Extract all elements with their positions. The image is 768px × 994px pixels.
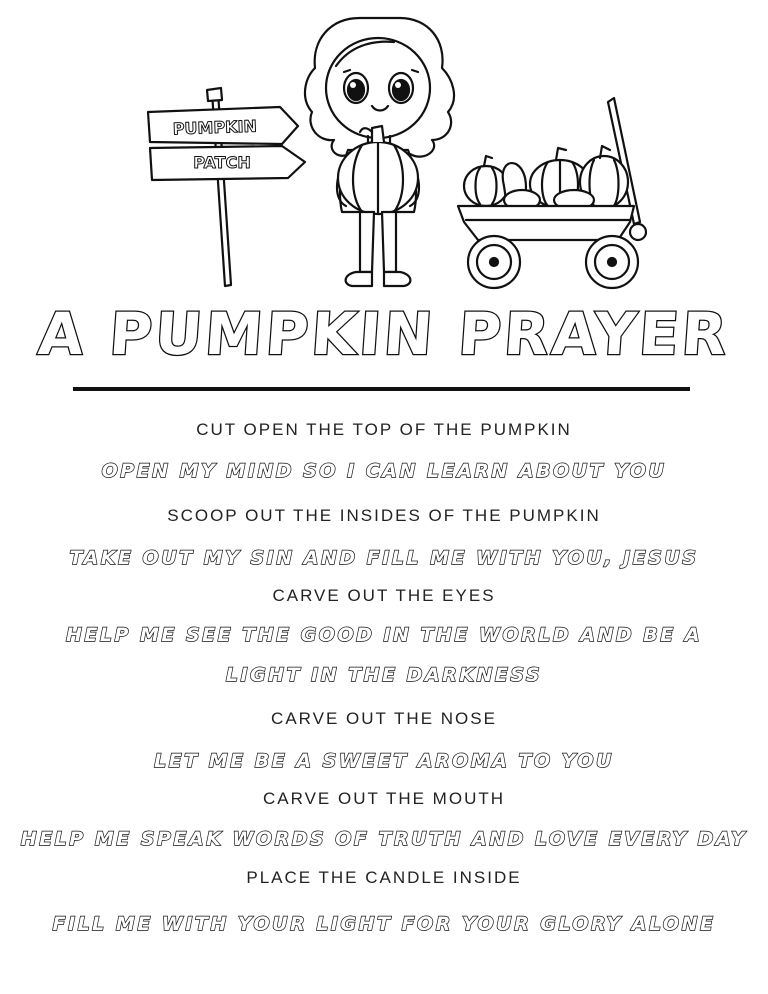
instruction-4: CARVE OUT THE NOSE [271,709,497,728]
prayer-1: OPEN MY MIND SO I CAN LEARN ABOUT YOU [101,460,667,482]
prayer-3-line-1: HELP ME SEE THE GOOD IN THE WORLD AND BE A [65,624,703,646]
instruction-3: CARVE OUT THE EYES [272,586,496,605]
wagon-pumpkins-icon [464,146,628,210]
title-divider [73,387,690,391]
prayer-6: FILL ME WITH YOUR LIGHT FOR YOUR GLORY ALONE [52,913,716,935]
sign-text-patch: PATCH [193,153,251,172]
wagon-wheels-icon [468,236,638,288]
pumpkin-patch-illustration [0,0,768,300]
instruction-1: CUT OPEN THE TOP OF THE PUMPKIN [196,420,572,439]
prayer-4: LET ME BE A SWEET AROMA TO YOU [154,750,614,772]
instruction-2: SCOOP OUT THE INSIDES OF THE PUMPKIN [167,506,601,525]
sign-text-pumpkin: PUMPKIN [172,116,258,139]
prayer-2: TAKE OUT MY SIN AND FILL ME WITH YOU, JESUS [69,547,699,569]
instruction-5: CARVE OUT THE MOUTH [262,789,506,808]
wagon-with-pumpkins [458,98,646,288]
instruction-6: PLACE THE CANDLE INSIDE [246,868,522,887]
prayer-3-line-2: LIGHT IN THE DARKNESS [225,664,543,686]
page-title: A PUMPKIN PRAYER [36,300,732,368]
pumpkin-patch-sign [148,88,305,286]
prayer-5: HELP ME SPEAK WORDS OF TRUTH AND LOVE EVERY DAY [20,828,748,850]
girl-figure [305,18,454,286]
